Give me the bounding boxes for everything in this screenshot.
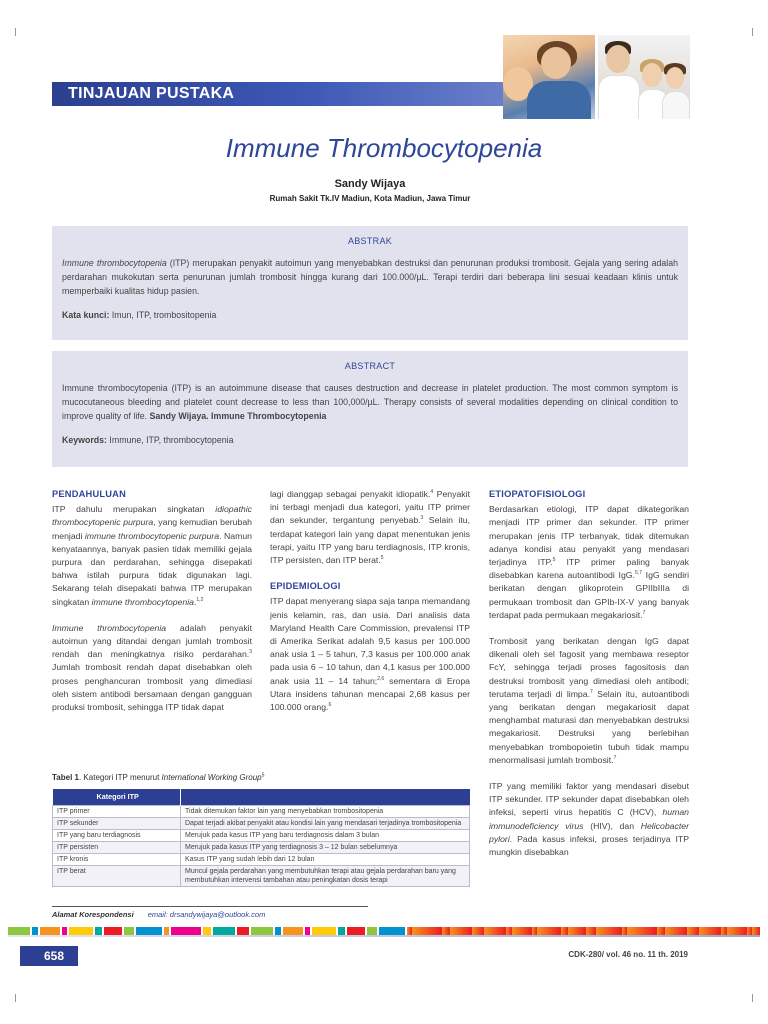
itp-category-table	[52, 789, 470, 887]
stripe-segment	[32, 927, 38, 935]
stripe-segment	[484, 927, 506, 935]
stripe-segment	[665, 927, 687, 935]
stripe-segment	[687, 927, 699, 935]
table-row: ITP berat Muncul gejala perdarahan yang membutuhkan terapi atau gejala perdarahan baru yang membutuhkan intervensi tambahan atau peningkatan dosis terapi	[53, 865, 470, 886]
crop-mark	[752, 28, 762, 36]
journal-info: CDK-280/ vol. 46 no. 11 th. 2019	[568, 950, 688, 959]
stripe-segment	[237, 927, 249, 935]
paragraph: Berdasarkan etiologi, ITP dapat dikategorikan menjadi ITP primer dan sekunder. ITP primer merupakan jenis ITP terbanyak, tidak ditemukan adanya kondisi atau penyakit yang mendasari terjadinya ITP.$^5$ ITP primer paling banyak disebabkan karena autoantibodi IgG.$^{5,7}$ IgG sendiri berikatan dengan glikoprotein GPIIbIIIa di permukaan trombosit dan GPIb-IX-V yang banyak terdapat pada permukaan megakariosit.$^7$	[489, 504, 690, 620]
stripe-segment	[95, 927, 102, 935]
stripe-segment	[347, 927, 365, 935]
stripe-segment	[136, 927, 162, 935]
abstract-heading: ABSTRACT	[344, 361, 396, 371]
stripe-segment	[164, 927, 169, 935]
correspondence: Alamat Korespondensi email: drsandywijaya@outlook.com	[52, 910, 266, 919]
section-banner	[52, 82, 504, 106]
stripe-segment	[251, 927, 273, 935]
stripe-segment	[40, 927, 60, 935]
paragraph: ITP yang memiliki faktor yang mendasari disebut ITP sekunder. ITP sekunder dapat disebabkan oleh infeksi, seperti virus hepatitis C (HCV), human immunodeficiency virus (HIV), dan Helicobacter pylori. Pada kasus infeksi, proses terjadinya ITP mungkin disebabkan	[489, 781, 689, 858]
stripe-segment	[312, 927, 336, 935]
medical-team-photo	[598, 35, 690, 119]
column-1	[52, 488, 252, 727]
stripe-segment	[338, 927, 345, 935]
stripe-segment	[171, 927, 201, 935]
table-row: ITP kronis Kasus ITP yang sudah lebih dari 12 bulan	[53, 853, 470, 865]
stripe-segment	[275, 927, 281, 935]
article-author: Sandy Wijaya	[334, 178, 406, 190]
stripe-segment	[727, 927, 747, 935]
heading-pendahuluan: PENDAHULUAN	[52, 489, 126, 499]
stripe-segment	[561, 927, 568, 935]
column-3	[489, 488, 689, 872]
heading-etiopatofisiologi: ETIOPATOFISIOLOGI	[489, 489, 586, 499]
paragraph: Trombosit yang berikatan dengan IgG dapat dikenali oleh sel fagosit yang membawa reseptor FcY, sehingga terjadi proses fagositosis dan destruksi trombosit yang dimediasi oleh antibodi; terutama terjadi di limpa.$^7$ Selain itu, autoantibodi yang berikatan dengan megakariosit dapat menghambat maturasi dan menyebabkan destruksi megakariosit. Destruksi yang berlebihan menyebabkan trombopoietin tubuh tidak mampu menormalisasi jumlah trombosit.$^7$	[489, 636, 689, 765]
stripe-segment	[568, 927, 586, 935]
stripe-segment	[442, 927, 450, 935]
stripe-segment	[283, 927, 303, 935]
stripe-segment	[8, 927, 30, 935]
page-number: 658	[20, 946, 78, 966]
stripe-segment	[104, 927, 122, 935]
author-affiliation: Rumah Sakit Tk.IV Madiun, Kota Madiun, Jawa Timur	[269, 194, 471, 203]
stripe-segment	[367, 927, 377, 935]
column-2	[270, 488, 470, 727]
stripe-segment	[627, 927, 657, 935]
abstrak-box	[52, 226, 688, 340]
stripe-segment	[450, 927, 472, 935]
stripe-segment	[69, 927, 93, 935]
divider	[52, 906, 368, 907]
crop-mark	[752, 994, 762, 1002]
stripe-segment	[752, 927, 760, 935]
stripe-segment	[203, 927, 211, 935]
table-caption: Tabel 1. Kategori ITP menurut International Working Group$^5$	[52, 772, 265, 782]
abstract-box	[52, 351, 688, 467]
stripe-segment	[596, 927, 622, 935]
email-link[interactable]: drsandywijaya@outlook.com	[169, 910, 266, 919]
stripe-segment	[699, 927, 721, 935]
stripe-segment	[379, 927, 405, 935]
table-row: ITP sekunder Dapat terjadi akibat penyakit atau kondisi lain yang mendasari terjadinya trombositopenia	[53, 817, 470, 829]
article-title: Immune Thrombocytopenia	[225, 133, 543, 163]
abstrak-text: Immune thrombocytopenia (ITP) merupakan penyakit autoimun yang menyebabkan destruksi dan penurunan produksi trombosit. Gejala yang sering adalah perdarahan mukokutan serta penurunan jumlah trombosit hingga kurang dari 100.000/µL. Terapi terdiri dari beberapa lini sesuai keadaan klinis untuk memperbaiki kualitas hidup pasien.	[62, 258, 678, 296]
abstract-text: Immune thrombocytopenia (ITP) is an autoimmune disease that causes destruction and decrease in platelet production. The most common symptom is mucocutaneous bleeding and platelet count decrease to less than 100,000/µL. Therapy consists of several modalities depending on clinical condition to improve quality of life. Sandy Wijaya. Immune Thrombocytopenia	[62, 383, 678, 421]
stripe-segment	[537, 927, 561, 935]
stripe-segment	[124, 927, 134, 935]
gradient-rule	[8, 935, 760, 937]
paragraph: ITP dahulu merupakan singkatan idiopathic thrombocytopenic purpura, yang kemudian berubah menjadi immune thrombocytopenic purpura. Namun kenyataannya, banyak pasien tidak memiliki gejala purpura dan perdarahan, sehingga disepakati bahwa istilah purpura tidak digunakan lagi. Sekarang telah disepakati bahwa ITP merupakan singkatan immune thrombocytopenia.$^{1,2}$	[52, 504, 252, 607]
paragraph: Immune thrombocytopenia adalah penyakit autoimun yang ditandai dengan jumlah trombosit rendah dan meningkatnya risiko perdarahan.$^3$ Jumlah trombosit rendah dapat disebabkan oleh proses penghancuran trombosit yang dimediasi oleh sistem antibodi bersamaan dengan gangguan produksi trombosit, sehingga ITP tidak dapat	[52, 622, 253, 713]
abstrak-heading: ABSTRAK	[347, 236, 393, 246]
paragraph: lagi dianggap sebagai penyakit idiopatik.$^4$ Penyakit ini terbagi menjadi dua kategori, yaitu ITP primer dan sekunder, tergantung penyebab.$^3$ Selain itu, terdapat kategori lain yang dapat menentukan jenis terapi, yaitu ITP yang baru terdiagnosis, ITP kronis, ITP persisten, dan ITP berat.$^5$	[270, 489, 470, 566]
section-label: TINJAUAN PUSTAKA	[68, 85, 235, 102]
crop-mark	[6, 994, 16, 1002]
table-row: ITP yang baru terdiagnosis Merujuk pada kasus ITP yang baru terdiagnosis dalam 3 bulan	[53, 829, 470, 841]
color-stripe-bar	[8, 927, 760, 935]
table-header	[181, 789, 470, 805]
stripe-segment	[305, 927, 310, 935]
stripe-segment	[657, 927, 665, 935]
stripe-segment	[62, 927, 67, 935]
doctor-child-photo	[503, 35, 595, 119]
heading-epidemiologi: EPIDEMIOLOGI	[270, 581, 341, 592]
crop-mark	[6, 28, 16, 36]
paragraph: ITP dapat menyerang siapa saja tanpa memandang jenis kelamin, ras, dan usia. Dari analisis data Maryland Health Care Commission, prevalensi ITP di Amerika Serikat adalah 9,5 kasus per 100.000 anak usia 1 – 5 tahun, 7,3 kasus per 100.000 anak pada usia 6 – 10 tahun, dan 4,1 kasus per 100.000 anak usia 11 – 14 tahun;$^{2,6}$ sementara di Eropa Utara insidens tahunan mencapai 2,68 kasus per 100.000 orang.$^6$	[270, 596, 470, 713]
table-header: Kategori ITP	[53, 789, 181, 805]
table-row: ITP persisten Merujuk pada kasus ITP yang terdiagnosis 3 – 12 bulan sebelumnya	[53, 841, 470, 853]
stripe-segment	[586, 927, 596, 935]
stripe-segment	[512, 927, 532, 935]
abstrak-keywords: Kata kunci: Imun, ITP, trombositopenia	[62, 310, 217, 320]
stripe-segment	[472, 927, 484, 935]
abstract-keywords: Keywords: Immune, ITP, thrombocytopenia	[62, 435, 234, 445]
table-row: ITP primer Tidak ditemukan faktor lain yang menyebabkan trombositopenia	[53, 805, 470, 817]
stripe-segment	[213, 927, 235, 935]
stripe-segment	[412, 927, 442, 935]
